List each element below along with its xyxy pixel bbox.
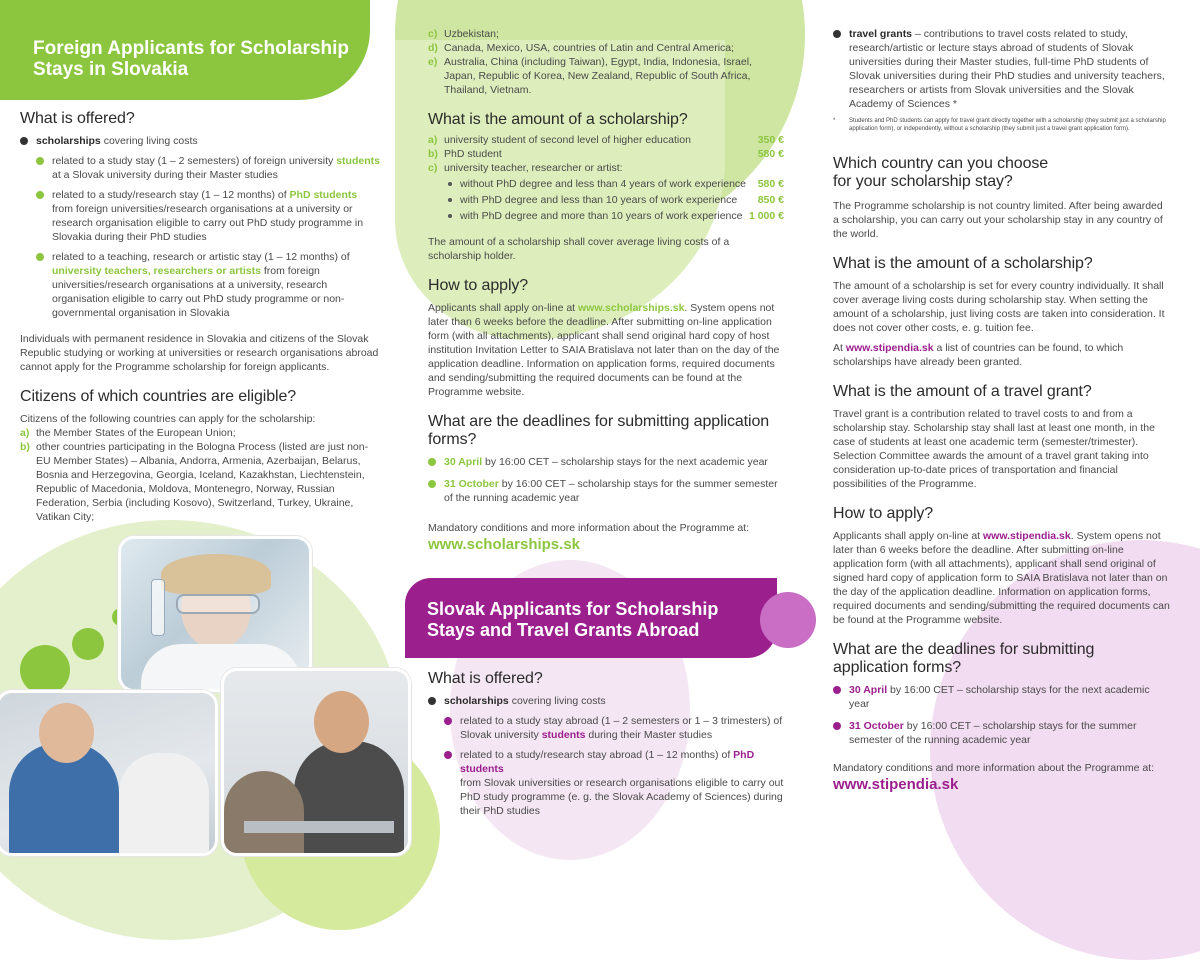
left-a-label: a) xyxy=(20,427,30,439)
left-sch-rest: covering living costs xyxy=(100,135,198,147)
face-shape xyxy=(314,691,369,753)
mid-mandatory: Mandatory conditions and more information about the Programme at: xyxy=(428,522,750,534)
mid-c-text: Uzbekistan; xyxy=(444,28,499,40)
right-amount-link-line xyxy=(833,341,1171,369)
mid-amount-note: The amount of a scholarship shall cover average living costs of a scholarship holder. xyxy=(428,236,730,262)
rate-c-text: university teacher, researcher or artist: xyxy=(444,162,623,174)
mid-item-2-c: from Slovak universities or research organisations eligible to carry out PhD study programme (e. g. the Slovak Academy of Sciences) during their PhD studies xyxy=(460,777,784,817)
mid-item-2-b: PhD students xyxy=(460,749,755,775)
right-d1-bold: 30 April xyxy=(849,684,888,696)
rate-c2-text: with PhD degree and less than 10 years of work experience xyxy=(460,194,738,206)
rate-c1-amount: 580 € xyxy=(757,178,784,190)
right-column xyxy=(833,27,1171,795)
left-sch-bold: scholarships xyxy=(36,135,101,147)
mid-d1-bold: 30 April xyxy=(444,456,483,468)
person-shape xyxy=(119,753,209,856)
rate-row-b xyxy=(428,147,784,161)
rate-c3-text: with PhD degree and more than 10 years of work experience xyxy=(460,210,743,222)
mid-item-1-c: during their Master studies xyxy=(585,729,713,741)
mid-sch-rest: covering living costs xyxy=(508,695,606,707)
middle-column-bottom xyxy=(428,670,784,818)
left-column xyxy=(20,110,380,524)
right-footnote xyxy=(833,117,1171,133)
mid-e-label: e) xyxy=(428,56,438,68)
footnote-text: Students and PhD students can apply for travel grant directly together with a scholarship (they submit just a scholarship application form), or independently, without a scholarship (they submit just a travel grant application form). xyxy=(849,118,1166,132)
rate-a-amount: 350 € xyxy=(757,134,784,146)
rate-b-label: b) xyxy=(428,148,438,160)
person-shape xyxy=(224,771,304,856)
middle-column xyxy=(428,27,784,555)
left-scholarships-item xyxy=(20,134,380,148)
test-tube-shape xyxy=(151,579,165,636)
rate-row-c1 xyxy=(428,177,784,191)
rate-b-amount: 580 € xyxy=(757,148,784,160)
left-note: Individuals with permanent residence in Slovakia and citizens of the Slovak Republic studying or working at universities or research organisations abroad cannot apply for the Programme scholarship for foreign applicants. xyxy=(20,333,379,373)
mid-c-label: c) xyxy=(428,28,438,40)
left-a-text: the Member States of the European Union; xyxy=(36,427,236,439)
mid-e-text: Australia, China (including Taiwan), Egypt, India, Indonesia, Israel, Japan, Republic of Korea, New Zealand, Republic of South Africa, Thailand, Vietnam. xyxy=(444,56,752,96)
rate-a-label: a) xyxy=(428,134,438,146)
rate-c-label: c) xyxy=(428,162,438,174)
mid-d-text: Canada, Mexico, USA, countries of Latin and Central America; xyxy=(444,42,735,54)
left-item-1-a: related to a study stay (1 – 2 semesters) of foreign university xyxy=(52,155,337,167)
right-d1-rest: by 16:00 CET – scholarship stays for the next academic year xyxy=(849,684,1150,710)
right-travel-grants-item xyxy=(833,27,1171,111)
mid-d1-rest: by 16:00 CET – scholarship stays for the next academic year xyxy=(482,456,768,468)
right-country-heading-2: for your scholarship stay? xyxy=(833,173,1013,190)
left-b-text: other countries participating in the Bologna Process (listed are just non-EU Member States) – Albania, Andorra, Armenia, Azerbaijan, Belarus, Bosnia and Herzegovina, Georgia, Iceland, Kazakhstan, Liechtenstein, Republic of Macedonia, Moldova, Montenegro, Norway, Russian Federation, Serbia (including Kosovo), Switzerland, Turkey, Ukraine, Vatikan City; xyxy=(36,441,369,523)
left-item-3-c: from foreign universities/research organisations at a university, research organisation eligible to carry out PhD study programme or non-governmental organisation in Slovakia xyxy=(52,265,345,319)
face-shape xyxy=(39,703,94,763)
left-list-a xyxy=(20,426,380,440)
rate-row-a xyxy=(428,133,784,147)
mid-item-1 xyxy=(444,714,784,742)
mid-list-c xyxy=(428,27,784,41)
mid-apply-heading: How to apply? xyxy=(428,277,529,294)
right-deadlines-heading-2: application forms? xyxy=(833,659,962,676)
goggles-shape xyxy=(176,594,260,614)
right-amount-link[interactable]: www.stipendia.sk xyxy=(845,342,934,354)
mid-url-link[interactable]: www.scholarships.sk xyxy=(428,536,580,553)
students-photo xyxy=(0,690,218,856)
right-deadlines-heading-1: What are the deadlines for submitting xyxy=(833,641,1095,658)
mid-sch-bold: scholarships xyxy=(444,695,509,707)
rate-row-c2 xyxy=(428,193,784,207)
right-amount-text: The amount of a scholarship is set for every country individually. It shall cover average living costs during scholarship stay. When setting the amount of a scholarship, just living costs are taken into consideration. It does not cover other costs, e. g. tuition fee. xyxy=(833,280,1165,334)
right-country-heading xyxy=(833,155,1171,191)
right-deadline-1 xyxy=(833,683,1171,711)
right-apply-text xyxy=(833,529,1171,627)
rate-row-c3 xyxy=(428,209,784,223)
left-item-3-a: related to a teaching, research or artistic stay (1 – 12 months) of xyxy=(52,251,350,263)
decor-dot-3 xyxy=(20,645,70,695)
bullet-icon xyxy=(448,182,452,186)
bullet-icon xyxy=(20,137,28,145)
left-banner-line-1: Foreign Applicants for Scholarship xyxy=(33,38,349,59)
left-banner-line-2: Stays in Slovakia xyxy=(33,59,189,80)
right-amount-heading: What is the amount of a scholarship? xyxy=(833,255,1093,272)
rate-c3-amount: 1 000 € xyxy=(748,210,784,222)
bullet-icon xyxy=(448,198,452,202)
right-tg-rest: – contributions to travel costs related to study, research/artistic or lecture stays abroad of students of Slovak universities during their Master studies, full-time PhD students of Slovak universities during their PhD studies and university teachers, researchers or artists from Slovak universities and the Slovak Academy of Sciences * xyxy=(849,28,1165,110)
mid-banner-line-1: Slovak Applicants for Scholarship xyxy=(427,599,719,619)
mid-item-2-a: related to a study/research stay abroad (1 – 12 months) of xyxy=(460,749,734,761)
left-list-b xyxy=(20,440,380,524)
mid-d2-rest: by 16:00 CET – scholarship stays for the summer semester of the running academic year xyxy=(444,478,778,504)
bullet-icon xyxy=(36,157,44,165)
right-mandatory: Mandatory conditions and more information about the Programme at: xyxy=(833,762,1155,774)
mid-d2-bold: 31 October xyxy=(444,478,499,490)
left-b-label: b) xyxy=(20,441,30,453)
right-apply-a: Applicants shall apply on-line at xyxy=(833,530,984,542)
mid-item-1-b: students xyxy=(541,729,586,741)
mid-apply-a: Applicants shall apply on-line at xyxy=(428,302,579,314)
mid-deadlines-heading: What are the deadlines for submitting application forms? xyxy=(428,413,770,448)
bullet-icon xyxy=(833,30,841,38)
bullet-icon xyxy=(444,751,452,759)
left-item-2 xyxy=(36,188,380,244)
left-citizens-intro: Citizens of the following countries can apply for the scholarship: xyxy=(20,413,316,425)
bullet-icon xyxy=(428,480,436,488)
mid-list-d xyxy=(428,41,784,55)
bullet-icon xyxy=(36,191,44,199)
left-citizens-heading: Citizens of which countries are eligible? xyxy=(20,388,297,405)
right-url-link[interactable]: www.stipendia.sk xyxy=(833,776,959,793)
mid-apply-link[interactable]: www.scholarships.sk xyxy=(578,302,685,314)
right-country-heading-1: Which country can you choose xyxy=(833,155,1049,172)
left-item-1-c: at a Slovak university during their Master studies xyxy=(52,169,278,181)
left-item-2-a: related to a study/research stay (1 – 12 months) of xyxy=(52,189,290,201)
left-offered-heading: What is offered? xyxy=(20,110,135,127)
left-item-3-b: university teachers, researchers or artists xyxy=(52,265,261,277)
rate-a-text: university student of second level of higher education xyxy=(444,134,691,146)
bullet-icon xyxy=(833,686,841,694)
mid-banner-title xyxy=(427,599,718,641)
mid-apply-text xyxy=(428,301,784,399)
mid-deadline-2 xyxy=(428,477,784,505)
footnote-mark: * xyxy=(833,118,836,124)
right-tg-bold: travel grants xyxy=(849,28,913,40)
left-item-2-b: PhD students xyxy=(289,189,358,201)
left-item-1 xyxy=(36,154,380,182)
rate-row-c xyxy=(428,161,784,175)
rate-c2-amount: 850 € xyxy=(757,194,784,206)
mid-offered-heading: What is offered? xyxy=(428,670,543,687)
mid-d-label: d) xyxy=(428,42,438,54)
desk-shape xyxy=(244,821,394,833)
jacket-shape xyxy=(294,741,404,856)
bullet-icon xyxy=(833,722,841,730)
mid-banner-line-2: Stays and Travel Grants Abroad xyxy=(427,620,700,640)
right-travel-heading: What is the amount of a travel grant? xyxy=(833,383,1092,400)
rate-c1-text: without PhD degree and less than 4 years of work experience xyxy=(460,178,746,190)
left-banner-title xyxy=(33,38,349,80)
decor-dot-2 xyxy=(72,628,104,660)
hair-shape xyxy=(161,554,271,594)
bullet-icon xyxy=(428,458,436,466)
mid-amount-heading: What is the amount of a scholarship? xyxy=(428,111,688,128)
mid-scholarships-item xyxy=(428,694,784,708)
rate-b-text: PhD student xyxy=(444,148,502,160)
right-travel-text: Travel grant is a contribution related to travel costs to and from a scholarship stay. Scholarship stay shall last at least one month, in the case of students at least one academic term (semester/trimester). Selection Committee awards the amount of a travel grant taking into consideration up-to-date prices of transportation and financial possibilities of the Programme. xyxy=(833,408,1155,490)
mid-apply-b: . System opens not later than 6 weeks before the deadline. After submitting on-line application form (with all attachments), applicant shall send original hard copy of host institution Invitation Letter to SAIA Bratislava not later than on the day of the application deadline. Information on application forms, required documents and sending/submitting the required documents can be found at the Programme website. xyxy=(428,302,780,398)
right-country-text: The Programme scholarship is not country limited. After being awarded a scholarship, you can carry out your scholarship stay in any country of the world. xyxy=(833,200,1163,240)
decor-dot-magenta xyxy=(760,592,816,648)
left-item-3 xyxy=(36,250,380,320)
right-amount-link-pre: At xyxy=(833,342,846,354)
bullet-icon xyxy=(448,214,452,218)
right-apply-heading: How to apply? xyxy=(833,505,934,522)
right-amount-link-post: a list of countries can be found, to which scholarships have already been granted. xyxy=(833,342,1124,368)
right-apply-link[interactable]: www.stipendia.sk xyxy=(983,530,1071,542)
left-item-1-b: students xyxy=(336,155,380,167)
students-photo-2 xyxy=(221,668,411,856)
right-deadlines-heading xyxy=(833,641,1171,677)
right-deadline-2 xyxy=(833,719,1171,747)
mid-deadline-1 xyxy=(428,455,784,469)
mid-item-2 xyxy=(444,748,784,818)
mid-list-e xyxy=(428,55,784,97)
bullet-icon xyxy=(444,717,452,725)
mid-item-1-a: related to a study stay abroad (1 – 2 semesters or 1 – 3 trimesters) of Slovak university xyxy=(460,715,783,741)
right-apply-b: . System opens not later than 6 weeks before the deadline. After submitting on-line application form (with all attachments), applicant shall send original of signed hard copy of application form to SAIA Bratislava not later than on the day of the application deadline. Information on application forms, required documents and sending/submitting the required documents can be found at the Programme website. xyxy=(833,530,1170,626)
right-d2-rest: by 16:00 CET – scholarship stays for the summer semester of the running academic year xyxy=(849,720,1137,746)
left-item-2-c: from foreign universities/research organisations at a university or research organisation eligible to carry out PhD study programme in Slovakia during their PhD studies xyxy=(52,203,364,243)
right-d2-bold: 31 October xyxy=(849,720,904,732)
bullet-icon xyxy=(36,253,44,261)
bullet-icon xyxy=(428,697,436,705)
